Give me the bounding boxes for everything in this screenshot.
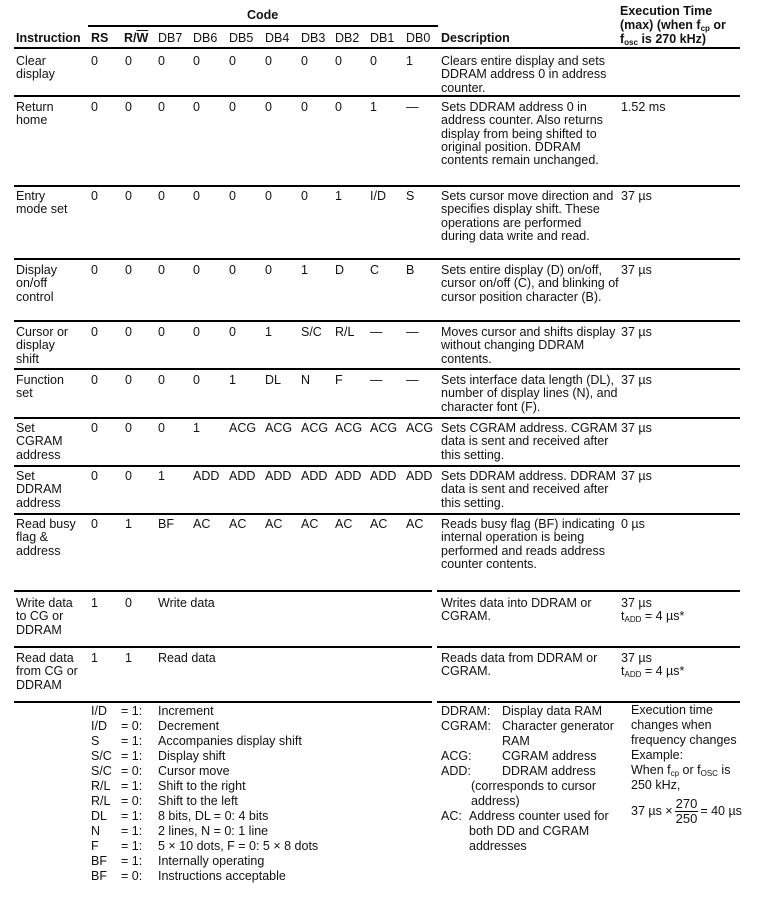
instruction-description: Sets DDRAM address 0 in address counter. Also returns display from being shifted to original position. DDRAM contents remain unchanged. bbox=[441, 100, 603, 168]
code-rs: 1 bbox=[91, 651, 98, 665]
code-bit: 0 bbox=[265, 100, 272, 114]
code-bit: 0 bbox=[125, 421, 132, 435]
instruction-name: Return home bbox=[16, 100, 54, 128]
execution-time: 0 µs bbox=[621, 517, 645, 531]
code-bit: 0 bbox=[158, 100, 165, 114]
flag-legend-item: I/D = 1: Increment bbox=[91, 704, 214, 718]
instruction-name: Function set bbox=[16, 373, 64, 401]
code-bit: ADD bbox=[193, 469, 220, 483]
row-separator bbox=[14, 95, 740, 97]
code-bit: S bbox=[406, 189, 415, 203]
code-bit: 0 bbox=[91, 189, 98, 203]
code-bit: — bbox=[406, 325, 419, 339]
row-separator bbox=[14, 646, 432, 648]
header-rule bbox=[14, 47, 740, 49]
code-bit: ACG bbox=[370, 421, 398, 435]
exec-note-line1: Execution time bbox=[631, 703, 713, 717]
code-bit: ACG bbox=[335, 421, 363, 435]
col-header-db6: DB6 bbox=[193, 31, 218, 45]
code-bit: 0 bbox=[193, 189, 200, 203]
code-bit: 0 bbox=[335, 100, 342, 114]
code-bit: 0 bbox=[158, 421, 165, 435]
exec-note-line3: frequency changes bbox=[631, 733, 737, 747]
flag-legend-item: S = 1: Accompanies display shift bbox=[91, 734, 302, 748]
code-bit: 0 bbox=[229, 325, 236, 339]
flag-legend-item: S/C = 0: Cursor move bbox=[91, 764, 230, 778]
row-separator bbox=[437, 646, 740, 648]
instruction-description: Sets CGRAM address. CGRAM data is sent and received after this setting. bbox=[441, 421, 618, 462]
flag-legend-item: S/C = 1: Display shift bbox=[91, 749, 226, 763]
code-bit: 0 bbox=[265, 189, 272, 203]
instruction-description: Moves cursor and shifts display without changing DDRAM contents. bbox=[441, 325, 616, 366]
legend-add-note1: (corresponds to cursor bbox=[471, 779, 597, 793]
col-header-db4: DB4 bbox=[265, 31, 290, 45]
code-bit: AC bbox=[406, 517, 424, 531]
code-bit: 0 bbox=[193, 263, 200, 277]
instruction-name: Entry mode set bbox=[16, 189, 68, 217]
code-bit: ADD bbox=[229, 469, 256, 483]
instruction-name: Read data from CG or DDRAM bbox=[16, 651, 78, 692]
legend-cgram-cont: RAM bbox=[502, 734, 530, 748]
code-bit: 0 bbox=[370, 54, 377, 68]
code-bit: — bbox=[406, 100, 419, 114]
legend-cgram: CGRAM: Character generator bbox=[441, 719, 614, 733]
execution-time: 37 µs bbox=[621, 469, 652, 483]
code-bit: 1 bbox=[406, 54, 413, 68]
legend-acg: ACG: CGRAM address bbox=[441, 749, 597, 763]
flag-legend-item: R/L = 1: Shift to the right bbox=[91, 779, 246, 793]
exec-note-line5: When $f_{cp}$ or $f_{OSC}$ is bbox=[631, 763, 731, 778]
code-bit: 1 bbox=[158, 469, 165, 483]
col-header-execution-time: Execution Time (max) (when $f_{cp}$ or $f_{osc}$ is 270 kHz) bbox=[620, 4, 726, 47]
code-bit: R/L bbox=[335, 325, 355, 339]
col-header-rw: $R/\overline{W}$ bbox=[124, 31, 149, 45]
code-bit: 0 bbox=[158, 54, 165, 68]
col-header-description: Description bbox=[441, 31, 510, 45]
code-group-rule bbox=[88, 25, 438, 27]
exec-note-line2: changes when bbox=[631, 718, 712, 732]
code-bit: 0 bbox=[265, 54, 272, 68]
code-bit: S/C bbox=[301, 325, 322, 339]
instruction-description: Sets cursor move direction and specifies display shift. These operations are performed during data write and read. bbox=[441, 189, 614, 243]
code-bit: ACG bbox=[301, 421, 329, 435]
code-bit: 0 bbox=[193, 325, 200, 339]
code-bit: ADD bbox=[265, 469, 292, 483]
row-separator bbox=[14, 320, 740, 322]
execution-time: 37 µs bbox=[621, 325, 652, 339]
code-bit: N bbox=[301, 373, 311, 387]
instruction-name: Set CGRAM address bbox=[16, 421, 63, 462]
code-bit: 0 bbox=[193, 54, 200, 68]
instruction-description: Sets DDRAM address. DDRAM data is sent and received after this setting. bbox=[441, 469, 617, 510]
instruction-description: Sets entire display (D) on/off, cursor on/off (C), and blinking of cursor position character (B). bbox=[441, 263, 619, 304]
code-bit: 0 bbox=[193, 373, 200, 387]
code-rw: 0 bbox=[125, 596, 132, 610]
code-bit: ADD bbox=[406, 469, 433, 483]
code-bit: AC bbox=[370, 517, 388, 531]
legend-ac-cont2: addresses bbox=[469, 839, 527, 853]
execution-time: 37 µs bbox=[621, 373, 652, 387]
legend-ac-cont1: both DD and CGRAM bbox=[469, 824, 590, 838]
row-separator bbox=[14, 185, 740, 187]
instruction-description: Reads data from DDRAM or CGRAM. bbox=[441, 651, 598, 679]
code-bit: 0 bbox=[158, 325, 165, 339]
code-bit: 0 bbox=[91, 517, 98, 531]
code-bit: 0 bbox=[335, 54, 342, 68]
code-bit: 0 bbox=[91, 325, 98, 339]
code-bit: ACG bbox=[406, 421, 434, 435]
exec-note-line6: 250 kHz, bbox=[631, 778, 681, 792]
execution-time: 37 µs $t_{ADD} = 4$ µs* bbox=[621, 651, 685, 680]
code-bit: 0 bbox=[229, 189, 236, 203]
code-bit: 0 bbox=[91, 373, 98, 387]
code-bit: BF bbox=[158, 517, 174, 531]
code-bit: ADD bbox=[335, 469, 362, 483]
col-header-db5: DB5 bbox=[229, 31, 254, 45]
code-bit: ADD bbox=[370, 469, 397, 483]
instruction-description: Sets interface data length (DL), number of display lines (N), and character font (F). bbox=[441, 373, 618, 414]
legend-ac: AC: Address counter used for bbox=[441, 809, 609, 823]
code-bit: 0 bbox=[91, 469, 98, 483]
instruction-description: Reads busy flag (BF) indicating internal operation is being performed and reads address counter contents. bbox=[441, 517, 615, 571]
code-bit: 1 bbox=[370, 100, 377, 114]
code-rs: 1 bbox=[91, 596, 98, 610]
code-bit: 0 bbox=[301, 189, 308, 203]
col-header-db1: DB1 bbox=[370, 31, 395, 45]
code-rw: 1 bbox=[125, 651, 132, 665]
code-bit: 0 bbox=[125, 263, 132, 277]
instruction-name: Cursor or display shift bbox=[16, 325, 69, 366]
code-bit: 0 bbox=[301, 54, 308, 68]
col-header-rs: RS bbox=[91, 31, 109, 45]
code-bit: — bbox=[370, 373, 383, 387]
flag-legend-item: R/L = 0: Shift to the left bbox=[91, 794, 238, 808]
row-separator bbox=[14, 513, 740, 515]
execution-time: 37 µs bbox=[621, 421, 652, 435]
code-bit: AC bbox=[229, 517, 247, 531]
code-bit: 0 bbox=[125, 373, 132, 387]
legend-top-rule-left bbox=[14, 701, 432, 703]
code-bit: B bbox=[406, 263, 415, 277]
code-bit: 0 bbox=[229, 54, 236, 68]
code-bit: AC bbox=[193, 517, 211, 531]
code-bit: 1 bbox=[301, 263, 308, 277]
code-data: Write data bbox=[158, 596, 215, 610]
code-bit: D bbox=[335, 263, 345, 277]
flag-legend-item: N = 1: 2 lines, N = 0: 1 line bbox=[91, 824, 269, 838]
code-bit: 1 bbox=[265, 325, 272, 339]
flag-legend-item: DL = 1: 8 bits, DL = 0: 4 bits bbox=[91, 809, 269, 823]
code-bit: AC bbox=[301, 517, 319, 531]
code-bit: ADD bbox=[301, 469, 328, 483]
code-bit: AC bbox=[335, 517, 353, 531]
execution-time: 1.52 ms bbox=[621, 100, 666, 114]
col-header-db0: DB0 bbox=[406, 31, 431, 45]
row-separator bbox=[14, 590, 432, 592]
row-separator bbox=[437, 590, 740, 592]
code-bit: C bbox=[370, 263, 380, 277]
code-bit: F bbox=[335, 373, 343, 387]
flag-legend-item: BF = 0: Instructions acceptable bbox=[91, 869, 286, 883]
code-bit: 0 bbox=[125, 54, 132, 68]
legend-add-note2: address) bbox=[471, 794, 520, 808]
row-separator bbox=[14, 368, 740, 370]
code-bit: — bbox=[406, 373, 419, 387]
code-bit: 0 bbox=[91, 421, 98, 435]
code-bit: 0 bbox=[229, 263, 236, 277]
flag-legend-item: BF = 1: Internally operating bbox=[91, 854, 265, 868]
code-bit: 1 bbox=[125, 517, 132, 531]
code-bit: 0 bbox=[158, 263, 165, 277]
code-bit: 0 bbox=[125, 469, 132, 483]
code-bit: 0 bbox=[125, 325, 132, 339]
col-header-instruction: Instruction bbox=[16, 31, 81, 45]
code-bit: I/D bbox=[370, 189, 386, 203]
exec-note-line4: Example: bbox=[631, 748, 684, 762]
code-bit: 0 bbox=[125, 100, 132, 114]
code-bit: 0 bbox=[158, 189, 165, 203]
code-bit: 1 bbox=[335, 189, 342, 203]
instruction-name: Clear display bbox=[16, 54, 55, 82]
legend-add: ADD: DDRAM address bbox=[441, 764, 596, 778]
code-data: Read data bbox=[158, 651, 216, 665]
col-header-db3: DB3 bbox=[301, 31, 326, 45]
instruction-name: Write data to CG or DDRAM bbox=[16, 596, 73, 637]
row-separator bbox=[14, 417, 740, 419]
code-bit: 0 bbox=[158, 373, 165, 387]
code-bit: 0 bbox=[91, 54, 98, 68]
execution-time: 37 µs bbox=[621, 189, 652, 203]
instruction-description: Clears entire display and sets DDRAM address 0 in address counter. bbox=[441, 54, 607, 95]
code-bit: 0 bbox=[229, 100, 236, 114]
instruction-name: Display on/off control bbox=[16, 263, 57, 304]
code-bit: 0 bbox=[125, 189, 132, 203]
code-bit: ACG bbox=[265, 421, 293, 435]
fraction: $\frac{270}{250}$ bbox=[675, 796, 698, 826]
row-separator bbox=[14, 258, 740, 260]
col-header-db7: DB7 bbox=[158, 31, 183, 45]
code-bit: 1 bbox=[193, 421, 200, 435]
execution-time: 37 µs $t_{ADD} = 4$ µs* bbox=[621, 596, 685, 625]
code-bit: 0 bbox=[301, 100, 308, 114]
code-bit: 0 bbox=[265, 263, 272, 277]
code-bit: 0 bbox=[91, 263, 98, 277]
instruction-name: Set DDRAM address bbox=[16, 469, 62, 510]
exec-note-formula: 37 µs × $\frac{270}{250}$ = 40 µs bbox=[631, 796, 742, 826]
code-bit: — bbox=[370, 325, 383, 339]
code-bit: 0 bbox=[91, 100, 98, 114]
code-bit: 1 bbox=[229, 373, 236, 387]
instruction-name: Read busy flag & address bbox=[16, 517, 76, 558]
code-bit: AC bbox=[265, 517, 283, 531]
legend-ddram: DDRAM: Display data RAM bbox=[441, 704, 603, 718]
code-bit: DL bbox=[265, 373, 281, 387]
code-bit: 0 bbox=[193, 100, 200, 114]
code-bit: ACG bbox=[229, 421, 257, 435]
row-separator bbox=[14, 465, 740, 467]
instruction-description: Writes data into DDRAM or CGRAM. bbox=[441, 596, 592, 624]
flag-legend-item: F = 1: 5 × 10 dots, F = 0: 5 × 8 dots bbox=[91, 839, 319, 853]
col-header-db2: DB2 bbox=[335, 31, 360, 45]
execution-time: 37 µs bbox=[621, 263, 652, 277]
flag-legend-item: I/D = 0: Decrement bbox=[91, 719, 220, 733]
code-group-header: Code bbox=[247, 8, 279, 22]
